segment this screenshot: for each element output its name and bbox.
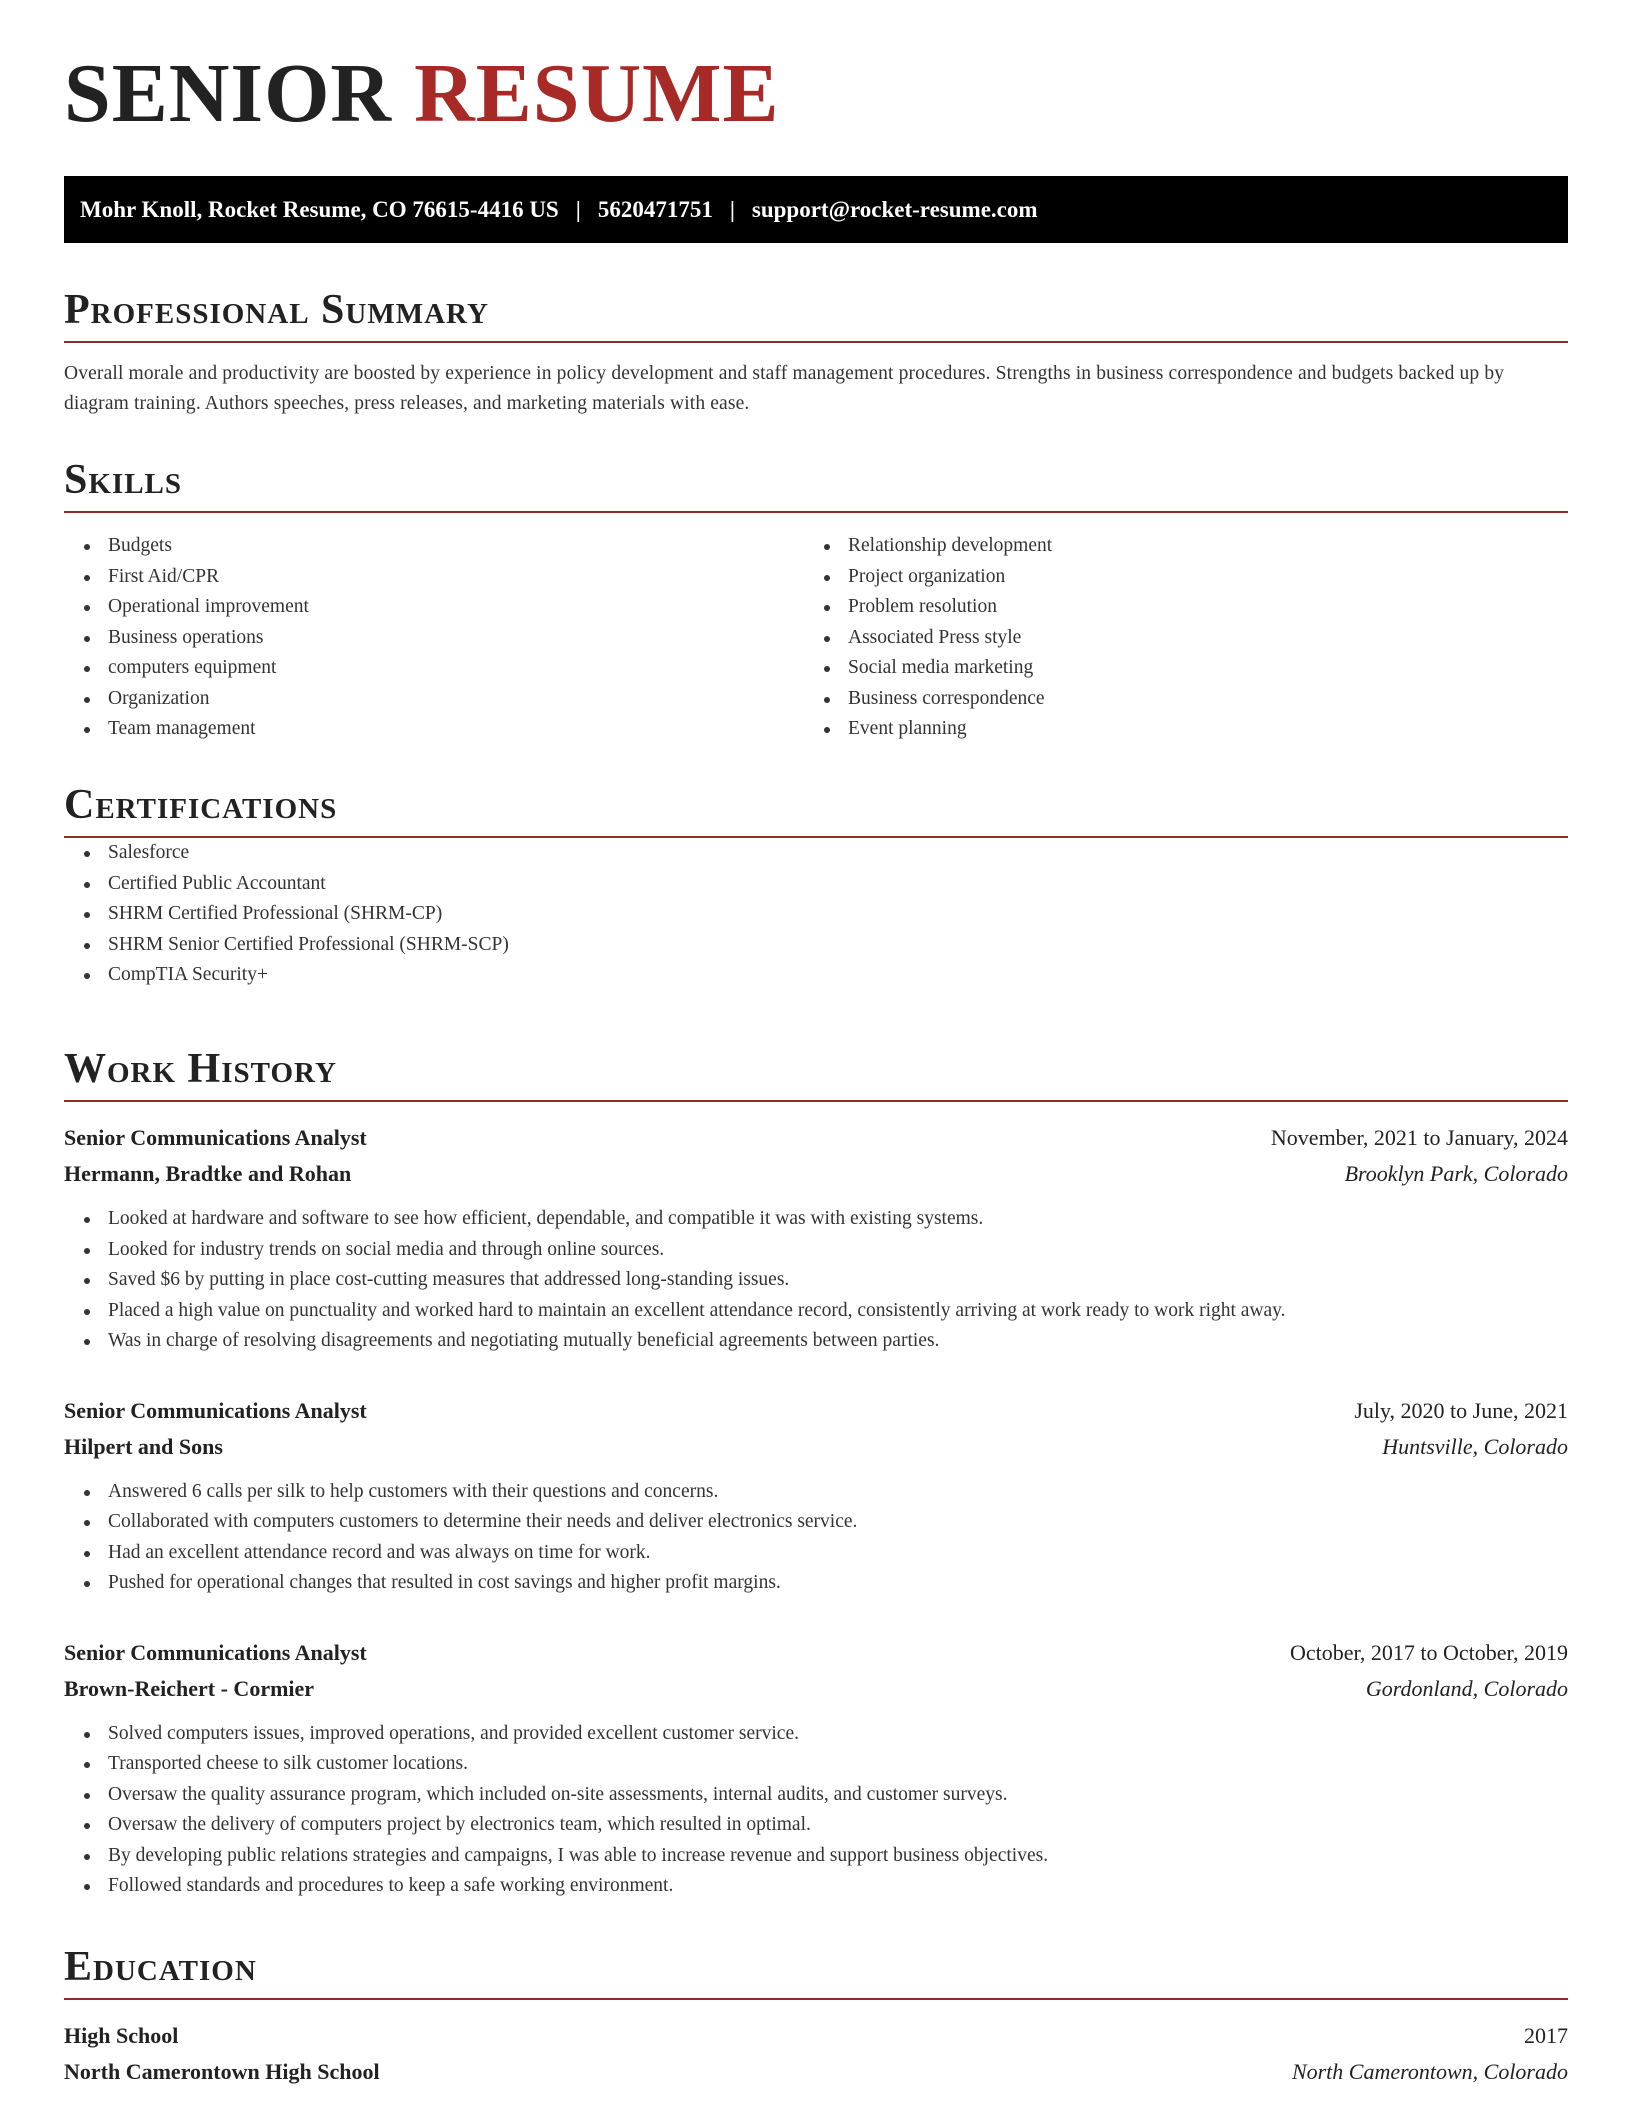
- job-bullets: [64, 1719, 1568, 1902]
- resume-title: [64, 47, 780, 140]
- work-history-heading: Work History: [64, 1046, 1568, 1102]
- summary-section: [64, 287, 1568, 419]
- job-dates: November, 2021 to January, 2024: [1270, 1125, 1568, 1150]
- job-location: Gordonland, Colorado: [1365, 1675, 1568, 1701]
- skills-list-right: [804, 531, 1544, 745]
- skill-item: Budgets: [64, 531, 804, 562]
- certifications-section: [64, 782, 1568, 991]
- job-bullet: Had an excellent attendance record and was always on time for work.: [64, 1538, 1568, 1569]
- job-location: Huntsville, Colorado: [1382, 1433, 1568, 1459]
- skill-item: Problem resolution: [804, 592, 1544, 623]
- job-location: Brooklyn Park, Colorado: [1344, 1161, 1568, 1186]
- job-entry: [64, 1393, 1568, 1599]
- job-title: Senior Communications Analyst: [64, 1397, 367, 1423]
- skills-list-left: [64, 531, 804, 745]
- contact-email: support@rocket-resume.com: [751, 196, 1038, 222]
- job-bullet: Looked at hardware and software to see how efficient, dependable, and compatible it was with existing systems.: [64, 1204, 1568, 1235]
- job-bullets: [64, 1204, 1568, 1357]
- job-bullet: Pushed for operational changes that resulted in cost savings and higher profit margins.: [64, 1568, 1568, 1599]
- education-section: [64, 1944, 1568, 2090]
- contact-separator: |: [575, 196, 581, 222]
- contact-phone: 5620471751: [597, 196, 713, 222]
- skill-item: computers equipment: [64, 653, 804, 684]
- job-company: Brown-Reichert - Cormier: [64, 1675, 315, 1701]
- job-bullet: By developing public relations strategies and campaigns, I was able to increase revenue and support business objectives.: [64, 1841, 1568, 1872]
- work-history-section: [64, 1046, 1568, 1902]
- skill-item: First Aid/CPR: [64, 562, 804, 593]
- job-bullet: Oversaw the delivery of computers project by electronics team, which resulted in optimal.: [64, 1810, 1568, 1841]
- job-bullet: Answered 6 calls per silk to help customers with their questions and concerns.: [64, 1477, 1568, 1508]
- summary-heading: Professional Summary: [64, 287, 1568, 343]
- skill-item: Team management: [64, 714, 804, 745]
- education-degree-row: [64, 2018, 1568, 2054]
- contact-bar: [64, 176, 1568, 243]
- certification-item: Salesforce: [64, 838, 1568, 869]
- job-bullet: Was in charge of resolving disagreements and negotiating mutually beneficial agreements between parties.: [64, 1326, 1568, 1357]
- job-bullet: Followed standards and procedures to keep a safe working environment.: [64, 1871, 1568, 1902]
- skill-item: Relationship development: [804, 531, 1544, 562]
- job-entry: [64, 1120, 1568, 1357]
- education-school: North Camerontown High School: [64, 2059, 380, 2084]
- education-year: 2017: [1524, 2023, 1568, 2048]
- title-word-senior: SENIOR: [64, 47, 393, 140]
- education-location: North Camerontown, Colorado: [1291, 2059, 1568, 2084]
- certification-item: SHRM Certified Professional (SHRM-CP): [64, 899, 1568, 930]
- certifications-heading: Certifications: [64, 782, 1568, 838]
- certification-item: SHRM Senior Certified Professional (SHRM-SCP): [64, 930, 1568, 961]
- education-degree: High School: [64, 2023, 179, 2048]
- job-company-row: [64, 1156, 1568, 1192]
- skill-item: Social media marketing: [804, 653, 1544, 684]
- skill-item: Business operations: [64, 623, 804, 654]
- skill-item: Operational improvement: [64, 592, 804, 623]
- skill-item: Project organization: [804, 562, 1544, 593]
- job-bullet: Collaborated with computers customers to determine their needs and deliver electronics service.: [64, 1507, 1568, 1538]
- job-dates: July, 2020 to June, 2021: [1354, 1397, 1568, 1423]
- summary-text: Overall morale and productivity are boosted by experience in policy development and staff management procedures. Strengths in business correspondence and budgets backed up by diagram training. Authors speeches, press releases, and marketing materials with ease.: [64, 363, 1505, 414]
- job-company-row: [64, 1429, 1568, 1465]
- job-bullet: Saved $6 by putting in place cost-cutting measures that addressed long-standing issues.: [64, 1265, 1568, 1296]
- job-title: Senior Communications Analyst: [64, 1125, 367, 1150]
- skill-item: Business correspondence: [804, 684, 1544, 715]
- job-title-row: [64, 1120, 1568, 1156]
- certifications-list: [64, 838, 1568, 991]
- education-heading: Education: [64, 1944, 1568, 2000]
- job-title-row: [64, 1393, 1568, 1429]
- certification-item: CompTIA Security+: [64, 960, 1568, 991]
- job-company-row: [64, 1671, 1568, 1707]
- job-bullet: Placed a high value on punctuality and worked hard to maintain an excellent attendance record, consistently arriving at work ready to work right away.: [64, 1296, 1568, 1327]
- job-company: Hermann, Bradtke and Rohan: [64, 1161, 352, 1186]
- job-bullet: Solved computers issues, improved operations, and provided excellent customer service.: [64, 1719, 1568, 1750]
- skills-section: [64, 457, 1568, 745]
- education-entry: [64, 2018, 1568, 2090]
- skill-item: Associated Press style: [804, 623, 1544, 654]
- job-dates: October, 2017 to October, 2019: [1289, 1639, 1568, 1665]
- education-school-row: [64, 2054, 1568, 2090]
- skills-columns: [64, 531, 1568, 745]
- job-bullets: [64, 1477, 1568, 1599]
- job-bullet: Looked for industry trends on social media and through online sources.: [64, 1235, 1568, 1266]
- job-bullet: Transported cheese to silk customer locations.: [64, 1749, 1568, 1780]
- contact-address: Mohr Knoll, Rocket Resume, CO 76615-4416 US: [80, 196, 559, 222]
- job-title: Senior Communications Analyst: [64, 1639, 367, 1665]
- job-company: Hilpert and Sons: [64, 1433, 223, 1459]
- job-bullet: Oversaw the quality assurance program, which included on-site assessments, internal audits, and customer surveys.: [64, 1780, 1568, 1811]
- skills-heading: Skills: [64, 457, 1568, 513]
- title-word-resume: RESUME: [414, 47, 780, 140]
- job-entry: [64, 1635, 1568, 1902]
- skill-item: Organization: [64, 684, 804, 715]
- certification-item: Certified Public Accountant: [64, 869, 1568, 900]
- skill-item: Event planning: [804, 714, 1544, 745]
- contact-separator: |: [729, 196, 735, 222]
- job-title-row: [64, 1635, 1568, 1671]
